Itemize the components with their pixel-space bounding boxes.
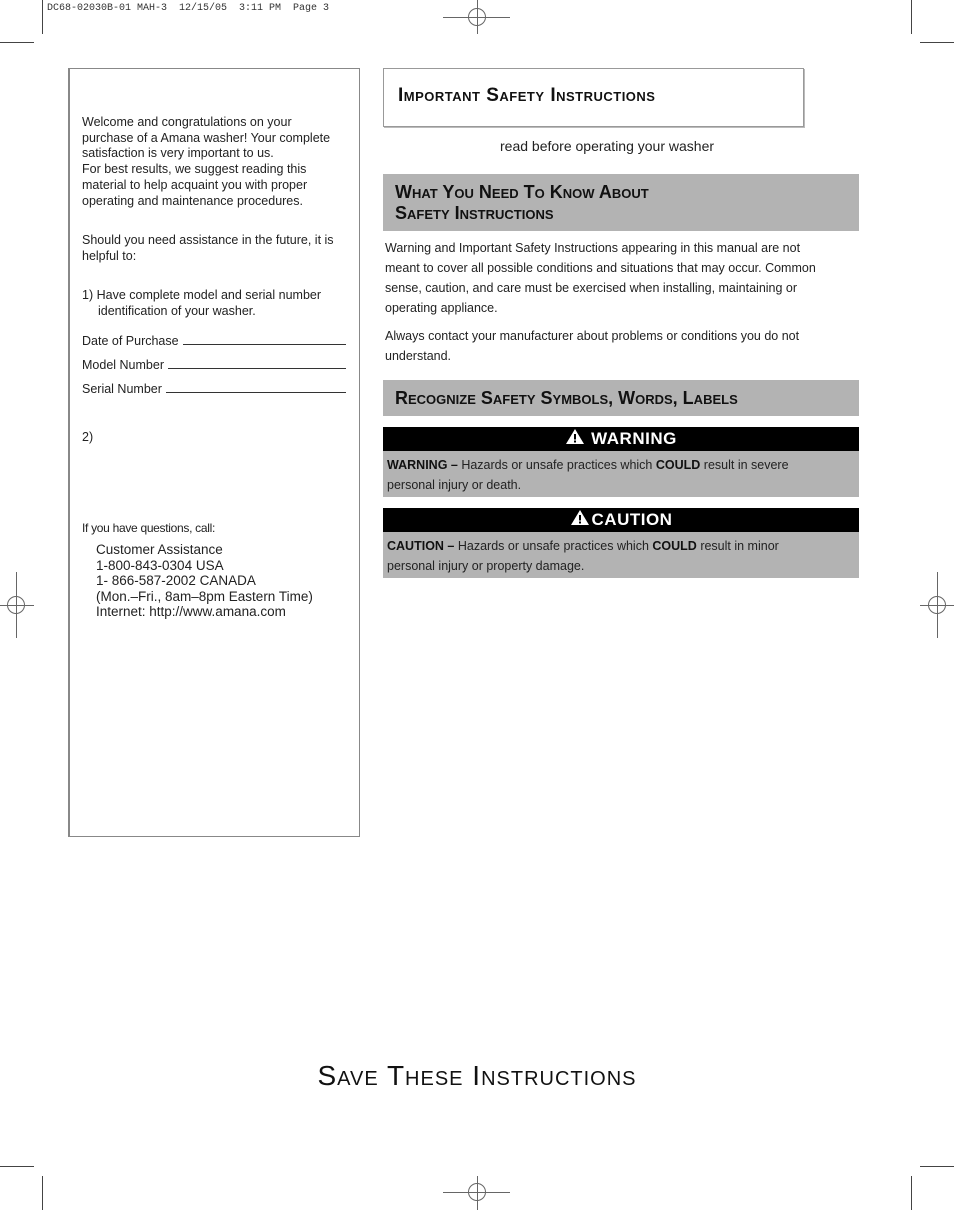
section-heading-recognize: Recognize Safety Symbols, Words, Labels bbox=[383, 380, 859, 416]
model-number-field[interactable] bbox=[82, 358, 346, 372]
step-one-text: 1) Have complete model and serial number identification of your washer. bbox=[82, 288, 322, 318]
welcome-text: Welcome and congratulations on your purchase of a Amana washer! Your complete satisfaction is very important to us. For best results, we suggest reading this material to help acquaint you with proper operating and maintenance procedures. bbox=[82, 115, 331, 208]
date-of-purchase-field[interactable] bbox=[82, 334, 346, 348]
website-link[interactable]: Internet: http://www.amana.com bbox=[96, 604, 286, 619]
caution-description: CAUTION – Hazards or unsafe practices which COULD result in minor personal injury or property damage. bbox=[383, 532, 859, 578]
warning-triangle-icon bbox=[565, 428, 585, 450]
crop-mark bbox=[911, 0, 912, 34]
crop-mark bbox=[920, 1166, 954, 1167]
registration-line bbox=[477, 0, 478, 34]
caution-label: CAUTION bbox=[591, 510, 673, 529]
crop-mark bbox=[0, 42, 34, 43]
blank-line bbox=[166, 391, 346, 393]
date-of-purchase-label: Date of Purchase bbox=[82, 334, 179, 348]
questions-text: If you have questions, call: bbox=[82, 521, 216, 535]
printer-slug: DC68-02030B-01 MAH-3 12/15/05 3:11 PM Page 3 bbox=[47, 3, 330, 14]
title-box bbox=[383, 68, 804, 127]
blank-line bbox=[168, 367, 346, 369]
registration-line bbox=[16, 572, 17, 638]
registration-line bbox=[937, 572, 938, 638]
warning-bar bbox=[383, 427, 859, 451]
registration-line bbox=[0, 605, 34, 606]
page-subtitle: read before operating your washer bbox=[500, 138, 715, 154]
crop-mark bbox=[42, 1176, 43, 1210]
caution-bar bbox=[383, 508, 859, 532]
page-title: Important Safety Instructions bbox=[398, 85, 656, 106]
serial-number-label: Serial Number bbox=[82, 382, 162, 396]
save-instructions-heading: Save These Instructions bbox=[317, 1060, 637, 1091]
paragraph-disclaimer: Warning and Important Safety Instructions appearing in this manual are not meant to cover all possible conditions and situations that may occur. Common sense, caution, and care must be exercised when installing, maintaining or operating appliance. bbox=[385, 241, 816, 315]
model-number-label: Model Number bbox=[82, 358, 164, 372]
crop-mark bbox=[42, 0, 43, 34]
crop-mark bbox=[911, 1176, 912, 1210]
crop-mark bbox=[0, 1166, 34, 1167]
crop-mark bbox=[920, 42, 954, 43]
assistance-text: Should you need assistance in the future, it is helpful to: bbox=[82, 233, 334, 263]
warning-label: WARNING bbox=[591, 429, 677, 448]
section-heading-what: What You Need To Know About Safety Instructions bbox=[383, 174, 859, 231]
step-two-text: 2) bbox=[82, 430, 94, 444]
paragraph-contact: Always contact your manufacturer about problems or conditions you do not understand. bbox=[385, 329, 800, 363]
registration-line bbox=[477, 1176, 478, 1210]
serial-number-field[interactable] bbox=[82, 382, 346, 396]
blank-line bbox=[183, 343, 346, 345]
warning-description: WARNING – Hazards or unsafe practices which COULD result in severe personal injury or death. bbox=[383, 451, 859, 497]
contact-block: Customer Assistance 1-800-843-0304 USA 1- 866-587-2002 CANADA (Mon.–Fri., 8am–8pm Eastern Time) Internet: http://www.amana.com bbox=[96, 542, 313, 619]
caution-triangle-icon bbox=[570, 509, 590, 531]
